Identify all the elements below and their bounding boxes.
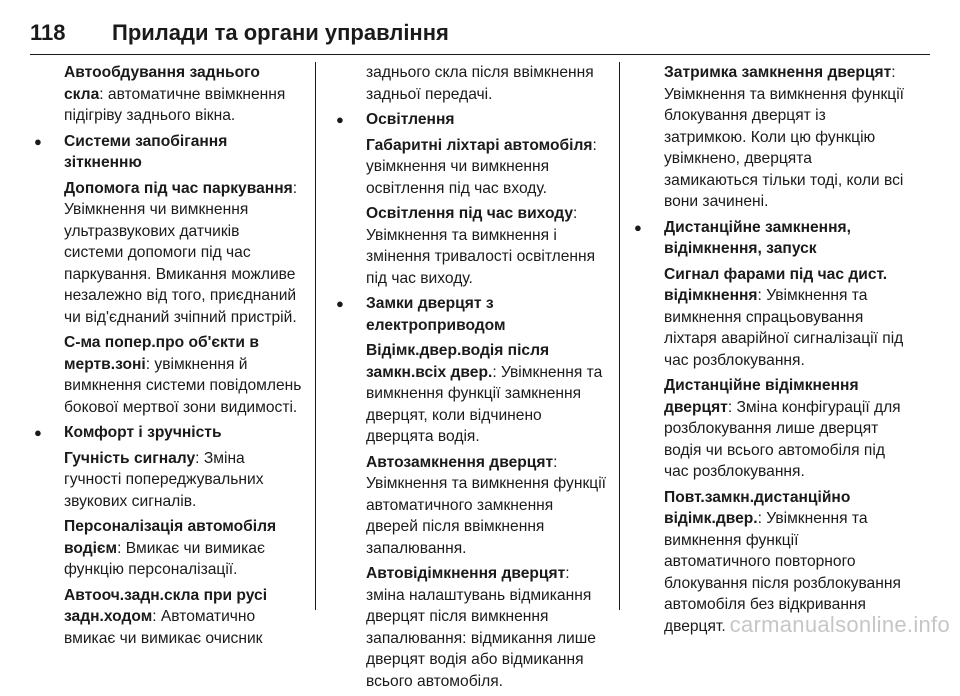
paragraph [634, 264, 904, 372]
term: Габаритні ліхтарі автомобіля [366, 136, 593, 154]
column-divider [315, 62, 316, 610]
description: : Увімкнення та вимкнення функції блокування дверцят із затримкою. Коли цю функцію увімкнено, дверцята замикаються тільки тоді, коли всі вони зачинені. [664, 64, 905, 210]
description: : Увімкнення та вимкнення функції автоматичного замкнення дверей після ввімкнення запалювання. [366, 453, 607, 557]
term: Дистанційне відімкнення дверцят [664, 377, 859, 416]
section-heading: ● Замки дверцят з електроприводом [336, 293, 606, 336]
page-title: Прилади та органи управління [112, 20, 449, 45]
column-1 [34, 62, 302, 653]
description: : Зміна конфігурації для розблокування лише дверцят водія чи всього автомобіля під час розблокування. [664, 398, 901, 480]
term: Повт.замкн.дистанційно відімк.двер. [664, 488, 851, 527]
column-divider [619, 62, 620, 610]
term: Освітлення під час виходу [366, 205, 574, 222]
paragraph [34, 448, 302, 513]
term: С-ма попер.про об'єкти в мертв.зоні [64, 334, 259, 373]
description: : Увімкнення та вимкнення спрацьовування ліхтаря аварійної сигналізації під час розблокування. [664, 287, 904, 369]
paragraph [336, 340, 606, 448]
description: : Увімкнення та вимкнення функції замкнення дверцят, коли відчинено дверцята водія. [366, 363, 603, 445]
paragraph [34, 178, 302, 329]
description: : автоматичне ввімкнення підігріву заднього вікна. [64, 85, 286, 124]
paragraph [336, 452, 606, 560]
description: : Увімкнення чи вимкнення ультразвукових датчиків системи допомоги під час паркування. Вмикання можливе незалежно від того, приєднаний чи від'єднаний зчіпний пристрій. [64, 179, 298, 326]
paragraph [336, 563, 606, 692]
description: : увімкнення й вимкнення системи повідомлень бокової мертвої зони видимості. [64, 355, 302, 416]
header-rule [30, 54, 930, 55]
paragraph: заднього скла після ввімкнення задньої передачі. [366, 64, 594, 103]
section-heading: ● Дистанційне замкнення, відімкнення, запуск [634, 217, 904, 260]
term: Допомога під час паркування [64, 179, 293, 197]
description: : зміна налаштувань відмикання дверцят після вимкнення запалювання: відмикання лише дверцят водія або відмикання всього автомобіля. [366, 565, 596, 690]
paragraph [34, 332, 302, 418]
term: Гучність сигналу [64, 449, 196, 467]
page-header [30, 20, 930, 46]
section-heading: ● Освітлення [336, 109, 606, 131]
term: Затримка замкнення дверцят [664, 64, 892, 81]
section-heading: ● Системи запобігання зіткненню [34, 131, 302, 174]
paragraph [34, 62, 302, 127]
term: Автовідімкнення дверцят [366, 565, 566, 582]
term: Сигнал фарами під час дист. відімкнення [664, 265, 888, 304]
term: Автозамкнення дверцят [366, 453, 554, 471]
column-3 [634, 62, 904, 641]
term: Персоналізація автомобіля водієм [64, 518, 277, 557]
term: Автообдування заднього скла [64, 64, 260, 103]
description: : Увімкнення та вимкнення функції автоматичного повторного блокування після розблокування автомобіля без відкривання дверцят. [664, 510, 901, 635]
paragraph [34, 516, 302, 581]
paragraph [336, 135, 606, 200]
paragraph [34, 585, 302, 650]
description: : Автоматично вмикає чи вимикає очисник [64, 608, 263, 647]
description: : Зміна гучності попереджувальних звукових сигналів. [64, 449, 264, 510]
paragraph [336, 203, 606, 289]
paragraph [634, 375, 904, 483]
description: : увімкнення чи вимкнення освітлення під час входу. [366, 136, 597, 197]
term: Автооч.задн.скла при русі задн.ходом [64, 586, 268, 625]
page-number: 118 [30, 20, 66, 45]
paragraph [634, 62, 904, 213]
section-heading: ● Комфорт і зручність [34, 422, 302, 444]
description: : Вмикає чи вимикає функцію персоналізації. [64, 539, 265, 578]
watermark: carmanualsonline.info [729, 612, 950, 637]
column-2 [336, 62, 606, 696]
term: Відімк.двер.водія після замкн.всіх двер. [366, 342, 550, 381]
description: : Увімкнення та вимкнення і змінення тривалості освітлення під час виходу. [366, 205, 596, 287]
